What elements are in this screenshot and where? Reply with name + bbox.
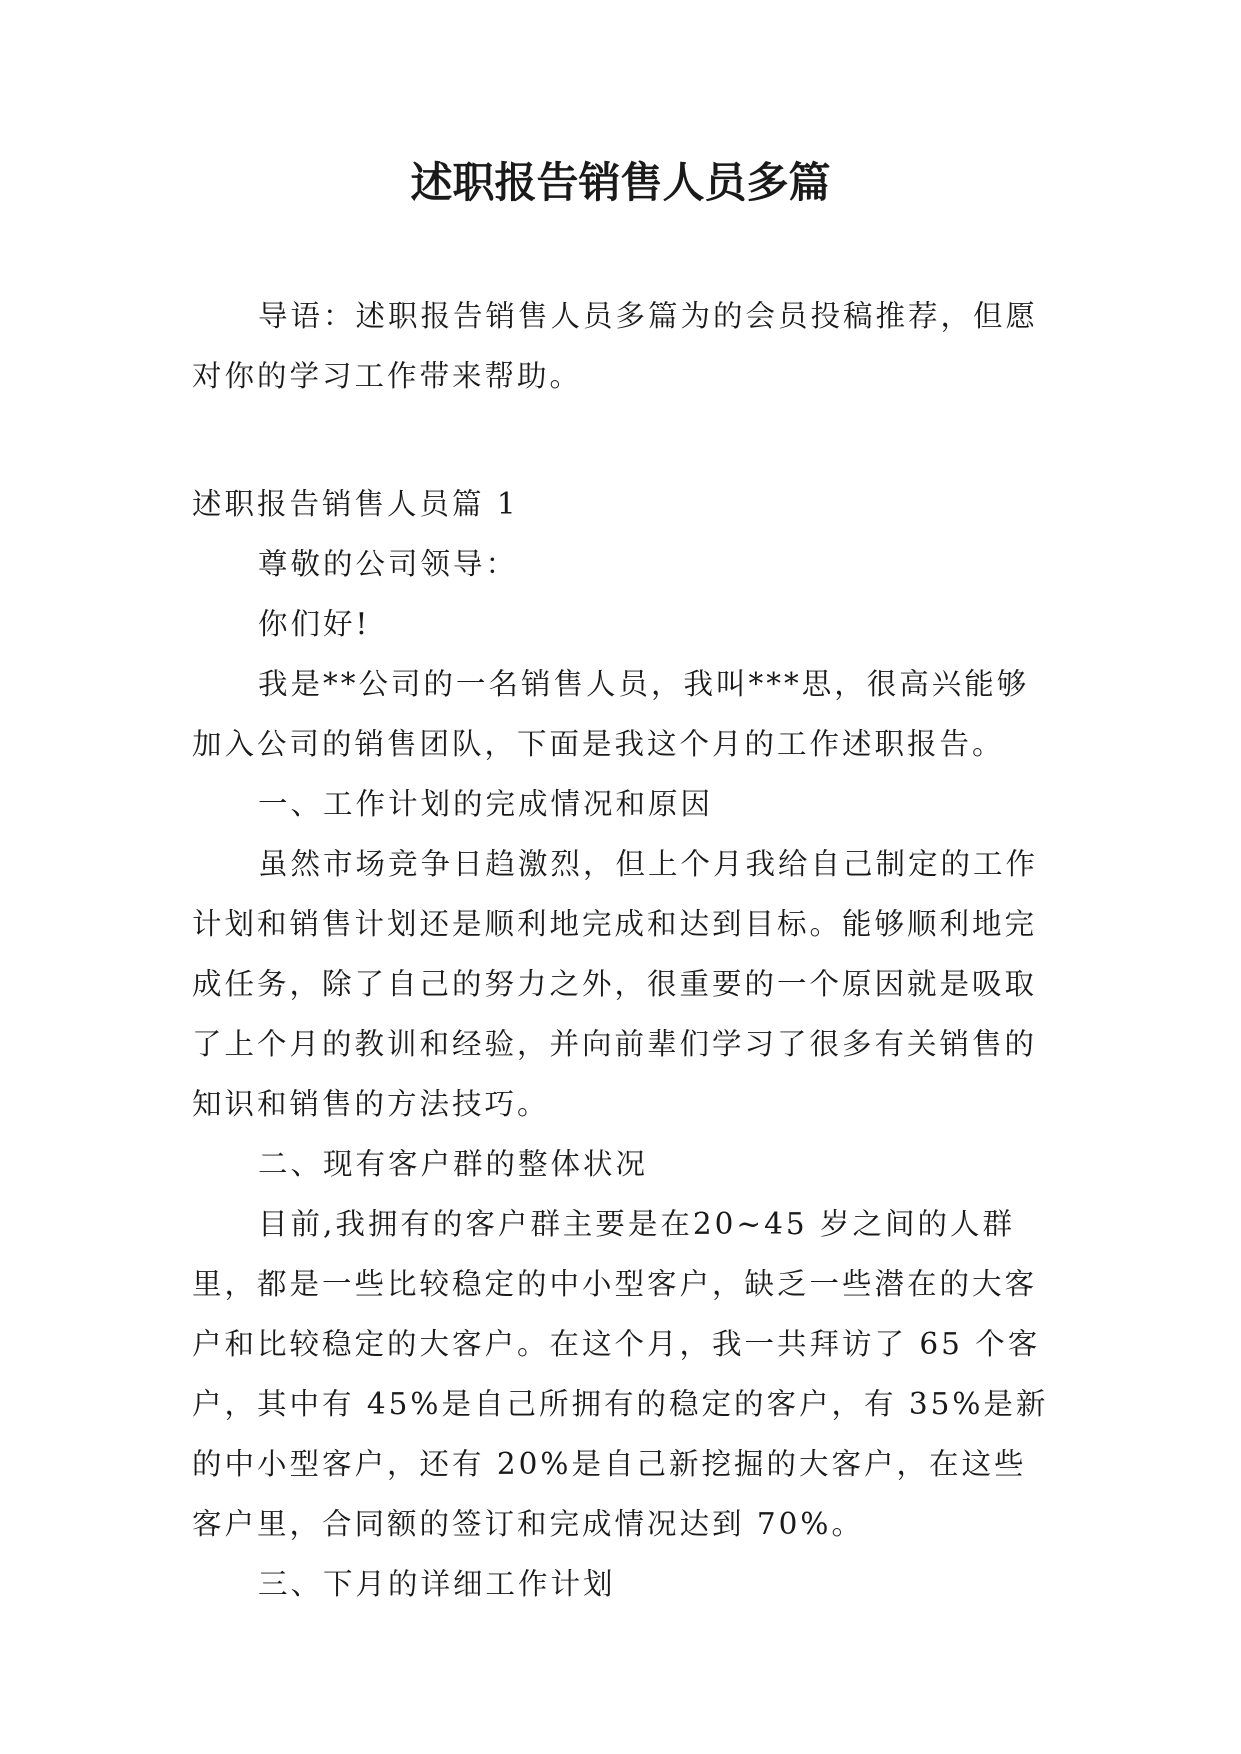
intro-block <box>192 286 1052 406</box>
heading-plan-completion: 一、工作计划的完成情况和原因 <box>258 787 714 821</box>
paragraph-plan-completion: 虽然市场竞争日趋激烈，但上个月我给自己制定的工作计划和销售计划还是顺利地完成和达到目标。能够顺利地完成任务，除了自己的努力之外，很重要的一个原因就是吸取了上个月的教训和经验，并向前辈们学习了很多有关销售的知识和销售的方法技巧。 <box>192 847 1039 1121</box>
greeting: 你们好! <box>258 607 371 641</box>
report-body <box>192 474 1052 1614</box>
salutation: 尊敬的公司领导： <box>258 547 519 581</box>
document-title: 述职报告销售人员多篇 <box>410 158 831 207</box>
section-title: 述职报告销售人员篇 1 <box>192 487 519 521</box>
intro-paragraph: 导语：述职报告销售人员多篇为的会员投稿推荐，但愿对你的学习工作带来帮助。 <box>192 299 1039 393</box>
heading-next-month-plan: 三、下月的详细工作计划 <box>258 1567 616 1601</box>
paragraph-introduction: 我是**公司的一名销售人员，我叫***思，很高兴能够加入公司的销售团队，下面是我这个月的工作述职报告。 <box>192 667 1030 761</box>
heading-customer-status: 二、现有客户群的整体状况 <box>258 1147 649 1181</box>
paragraph-customer-status: 目前,我拥有的客户群主要是在20~45 岁之间的人群里，都是一些比较稳定的中小型客户，缺乏一些潜在的大客户和比较稳定的大客户。在这个月，我一共拜访了 65 个客户，其中有 45%是自己所拥有的稳定的客户，有 35%是新的中小型客户，还有 20%是自己新挖掘的大客户，在这些客户里，合同额的签订和完成情况达到 70%。 <box>192 1207 1049 1541</box>
